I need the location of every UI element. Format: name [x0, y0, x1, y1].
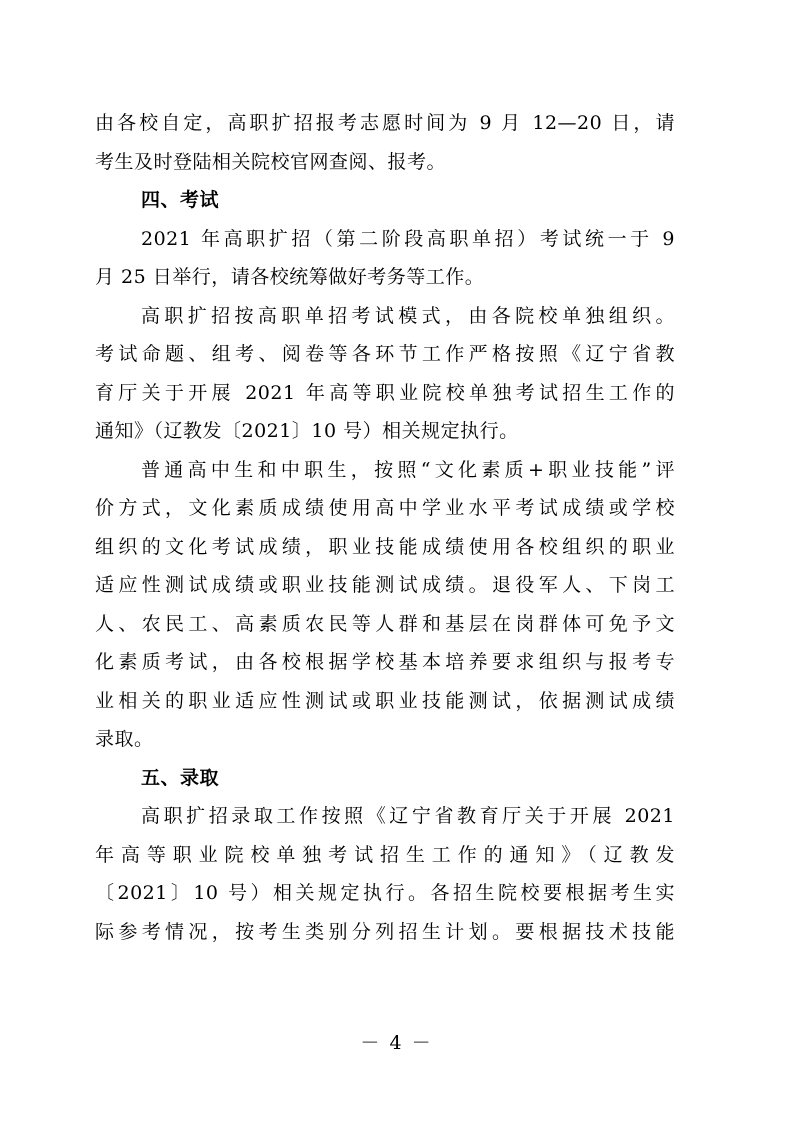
paragraph-line: 适应性测试成绩或职业技能测试成绩。退役军人、下岗工	[95, 574, 675, 596]
paragraph-line: 年高等职业院校单独考试招生工作的通知》（辽教发	[95, 843, 675, 866]
paragraph-line: 高职扩招录取工作按照《辽宁省教育厅关于开展 2021	[141, 805, 675, 827]
section-heading-exam: 四、考试	[141, 189, 220, 211]
paragraph-line: 普通高中生和中职生，按照“文化素质+职业技能”评	[141, 458, 675, 481]
paragraph-line: 高职扩招按高职单招考试模式，由各院校单独组织。	[141, 304, 675, 327]
paragraph-line: 化素质考试，由各校根据学校基本培养要求组织与报考专	[95, 651, 675, 673]
paragraph-line: 录取。	[95, 728, 154, 750]
paragraph-line: 考生及时登陆相关院校官网查阅、报考。	[95, 150, 447, 173]
paragraph-line: 由各校自定，高职扩招报考志愿时间为 9 月 12—20 日，请	[95, 112, 675, 134]
paragraph-line: 通知》（辽教发〔2021〕10 号）相关规定执行。	[95, 420, 519, 442]
paragraph-line: 〔2021〕10 号）相关规定执行。各招生院校要根据考生实	[95, 882, 675, 904]
paragraph-line: 价方式，文化素质成绩使用高中学业水平考试成绩或学校	[95, 497, 675, 519]
paragraph-line: 育厅关于开展 2021 年高等职业院校单独考试招生工作的	[95, 381, 675, 404]
paragraph-line: 考试命题、组考、阅卷等各环节工作严格按照《辽宁省教	[95, 343, 675, 365]
page-number: － 4 －	[360, 1032, 433, 1054]
paragraph-line: 组织的文化考试成绩，职业技能成绩使用各校组织的职业	[95, 535, 675, 558]
paragraph-line: 2021 年高职扩招（第二阶段高职单招）考试统一于 9	[141, 227, 675, 250]
section-heading-admission: 五、录取	[141, 766, 220, 789]
paragraph-line: 业相关的职业适应性测试或职业技能测试，依据测试成绩	[95, 689, 675, 712]
document-body	[95, 104, 675, 951]
paragraph-line: 月 25 日举行，请各校统筹做好考务等工作。	[95, 266, 485, 288]
paragraph-line: 际参考情况，按考生类别分列招生计划。要根据技术技能	[95, 920, 675, 943]
paragraph-line: 人、农民工、高素质农民等人群和基层在岗群体可免予文	[95, 612, 675, 635]
